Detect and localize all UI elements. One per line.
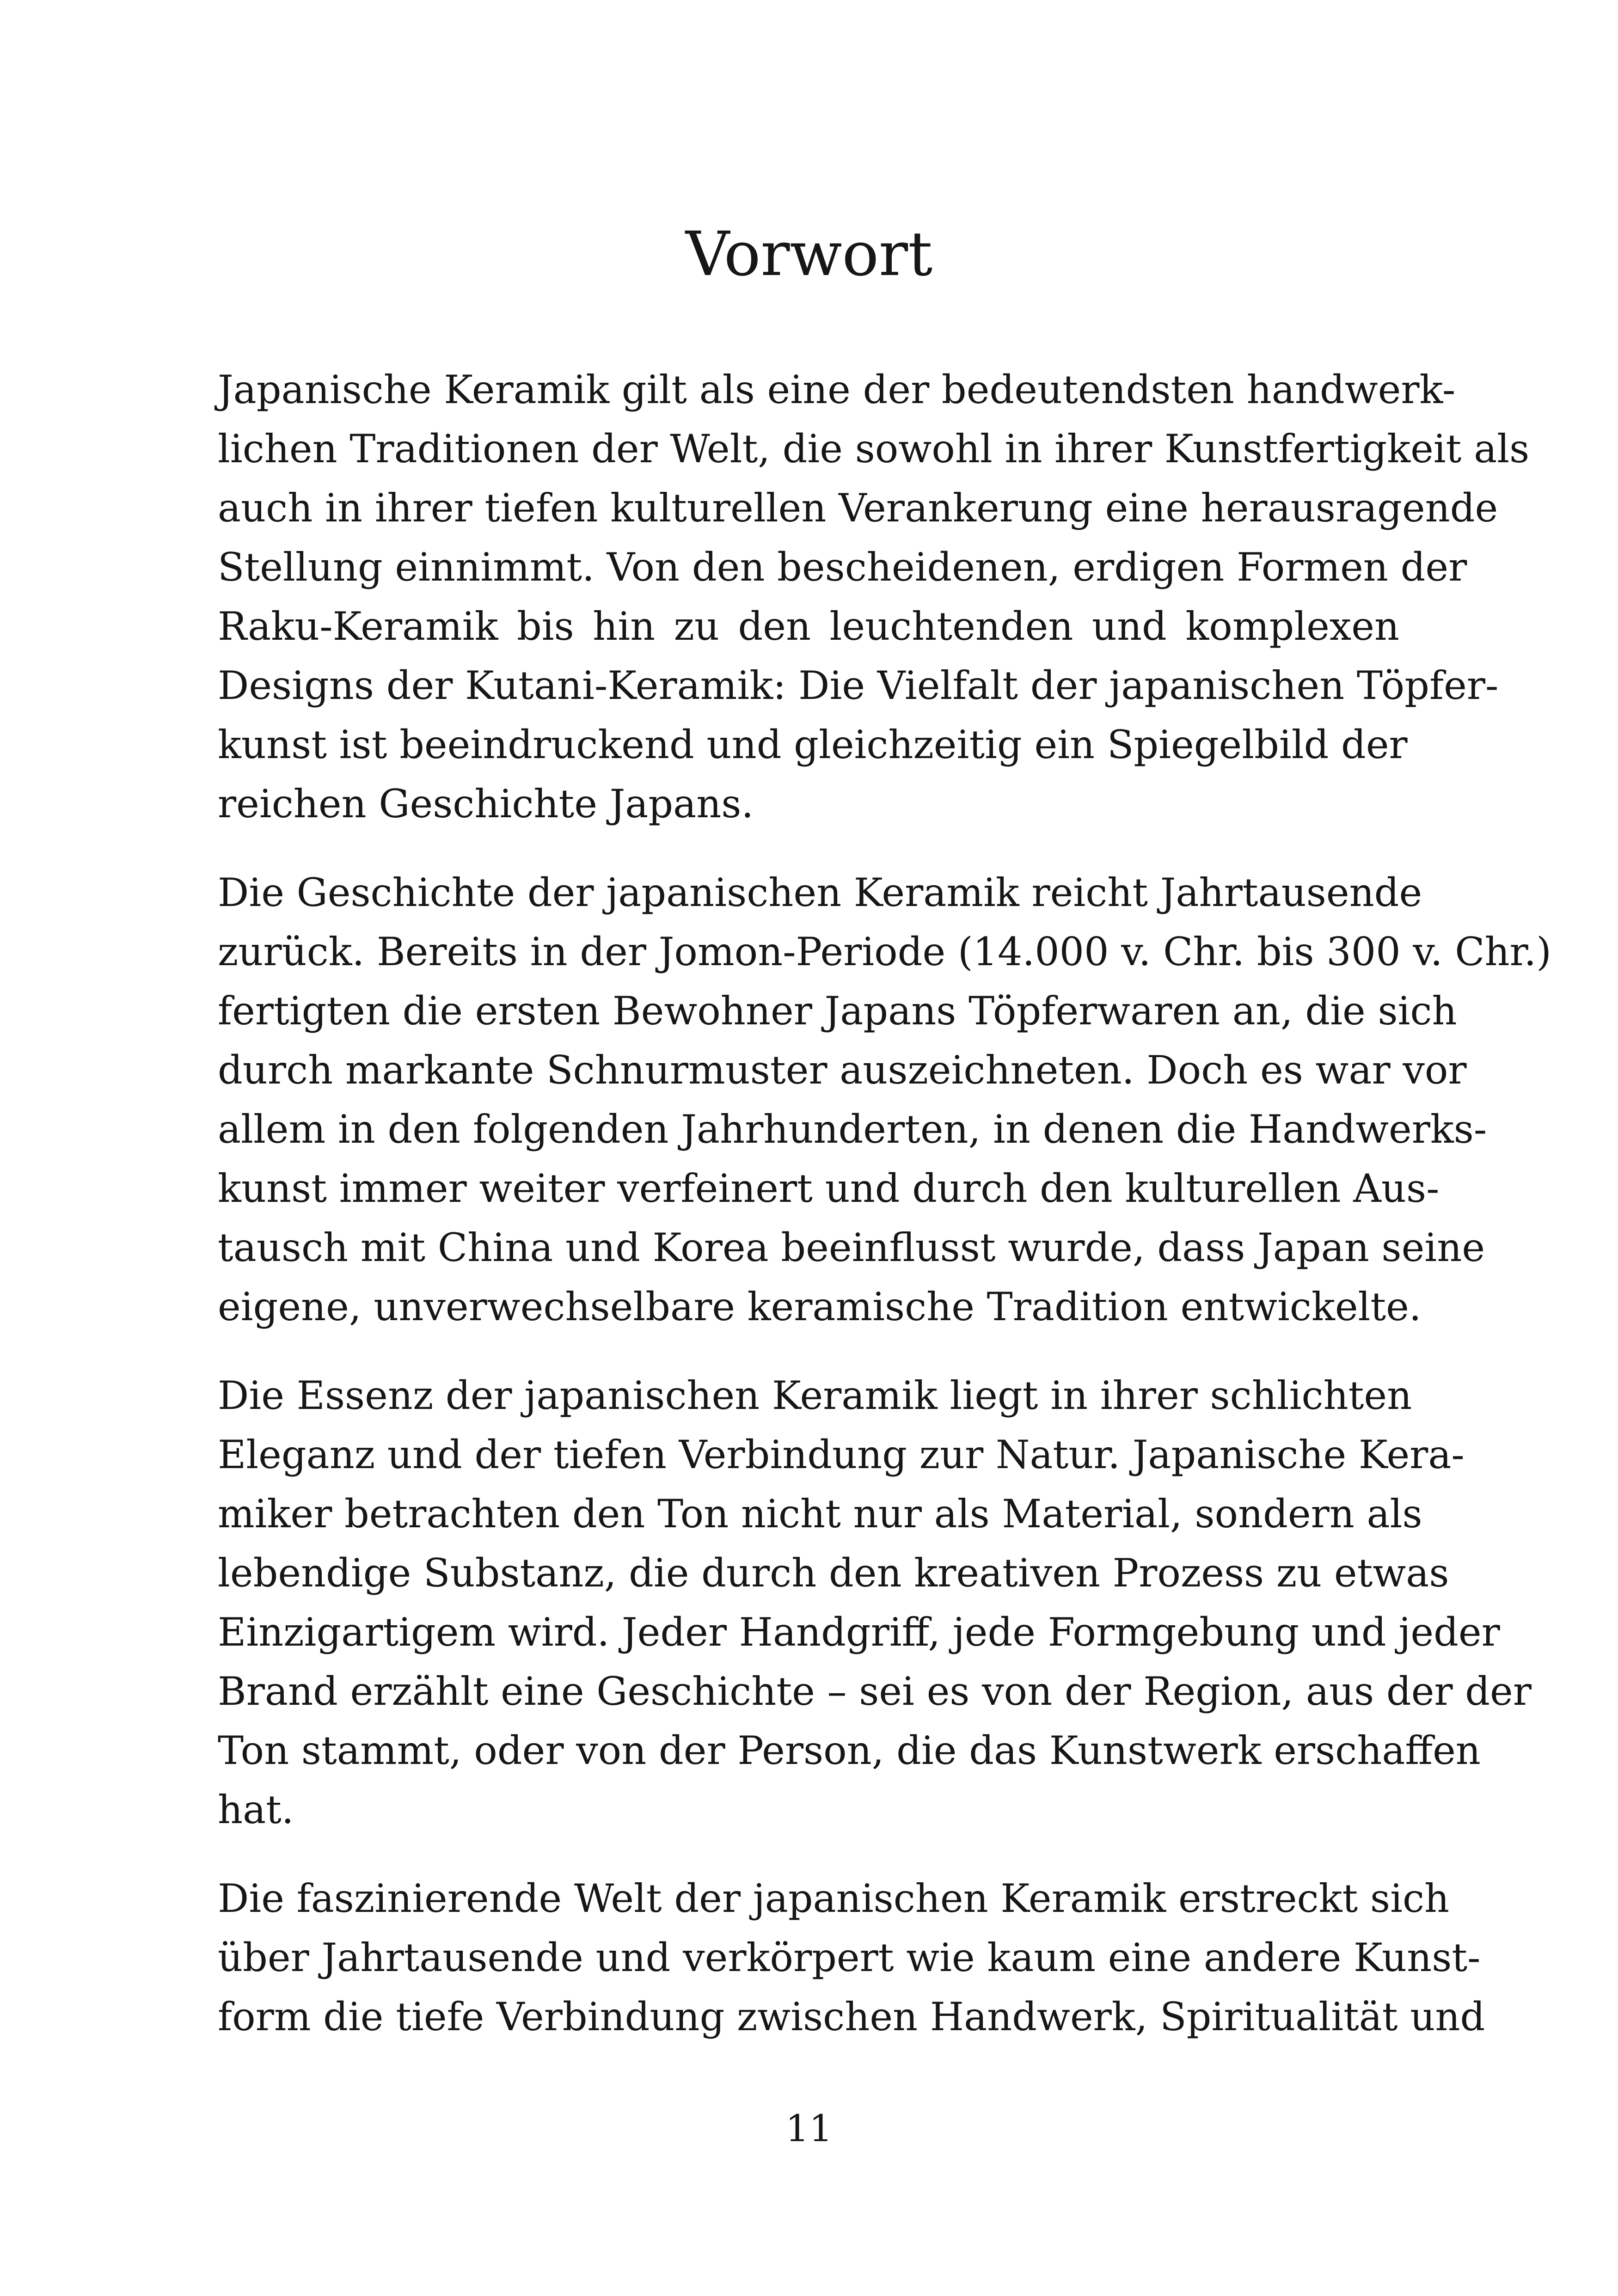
text-line: Eleganz und der tiefen Verbindung zur Natur. Japanische Kera-: [218, 1432, 1465, 1477]
text-line: Ton stammt, oder von der Person, die das Kunstwerk erschaffen: [218, 1728, 1481, 1773]
text-line: Brand erzählt eine Geschichte – sei es von der Region, aus der der: [218, 1669, 1532, 1714]
text-line: Raku-Keramik bis hin zu den leuchtenden und komplexen: [218, 604, 1399, 649]
text-line: allem in den folgenden Jahrhunderten, in denen die Handwerks-: [218, 1107, 1487, 1152]
text-line: hat.: [218, 1787, 294, 1832]
text-line: Designs der Kutani-Keramik: Die Vielfalt der japanischen Töpfer-: [218, 663, 1499, 708]
text-line: Stellung einnimmt. Von den bescheidenen, erdigen Formen der: [218, 545, 1467, 590]
text-line: reichen Geschichte Japans.: [218, 781, 754, 827]
text-line: miker betrachten den Ton nicht nur als Material, sondern als: [218, 1491, 1422, 1537]
text-line: auch in ihrer tiefen kulturellen Verankerung eine herausragende: [218, 485, 1498, 531]
text-line: über Jahrtausende und verkörpert wie kaum eine andere Kunst-: [218, 1935, 1481, 1980]
text-line: Die faszinierende Welt der japanischen Keramik erstreckt sich: [218, 1876, 1450, 1921]
text-line: kunst immer weiter verfeinert und durch den kulturellen Aus-: [218, 1166, 1440, 1211]
text-line: lichen Traditionen der Welt, die sowohl in ihrer Kunstfertigkeit als: [218, 426, 1530, 471]
text-line: lebendige Substanz, die durch den kreativen Prozess zu etwas: [218, 1550, 1449, 1596]
text-line: Die Essenz der japanischen Keramik liegt in ihrer schlichten: [218, 1373, 1412, 1418]
text-line: form die tiefe Verbindung zwischen Handwerk, Spiritualität und: [218, 1994, 1485, 2039]
text-line: zurück. Bereits in der Jomon-Periode (14.000 v. Chr. bis 300 v. Chr.): [218, 929, 1551, 974]
text-line: durch markante Schnurmuster auszeichneten. Doch es war vor: [218, 1047, 1467, 1093]
page-number: 11: [785, 2107, 833, 2150]
text-line: Die Geschichte der japanischen Keramik reicht Jahrtausende: [218, 870, 1422, 915]
text-line: fertigten die ersten Bewohner Japans Töpferwaren an, die sich: [218, 988, 1457, 1034]
text-line: kunst ist beeindruckend und gleichzeitig ein Spiegelbild der: [218, 722, 1408, 767]
text-line: Japanische Keramik gilt als eine der bedeutendsten handwerk-: [218, 367, 1456, 412]
text-line: tausch mit China und Korea beeinflusst wurde, dass Japan seine: [218, 1225, 1485, 1270]
chapter-title: Vorwort: [685, 219, 933, 290]
text-line: eigene, unverwechselbare keramische Tradition entwickelte.: [218, 1284, 1422, 1329]
text-line: Einzigartigem wird. Jeder Handgriff, jede Formgebung und jeder: [218, 1610, 1500, 1655]
